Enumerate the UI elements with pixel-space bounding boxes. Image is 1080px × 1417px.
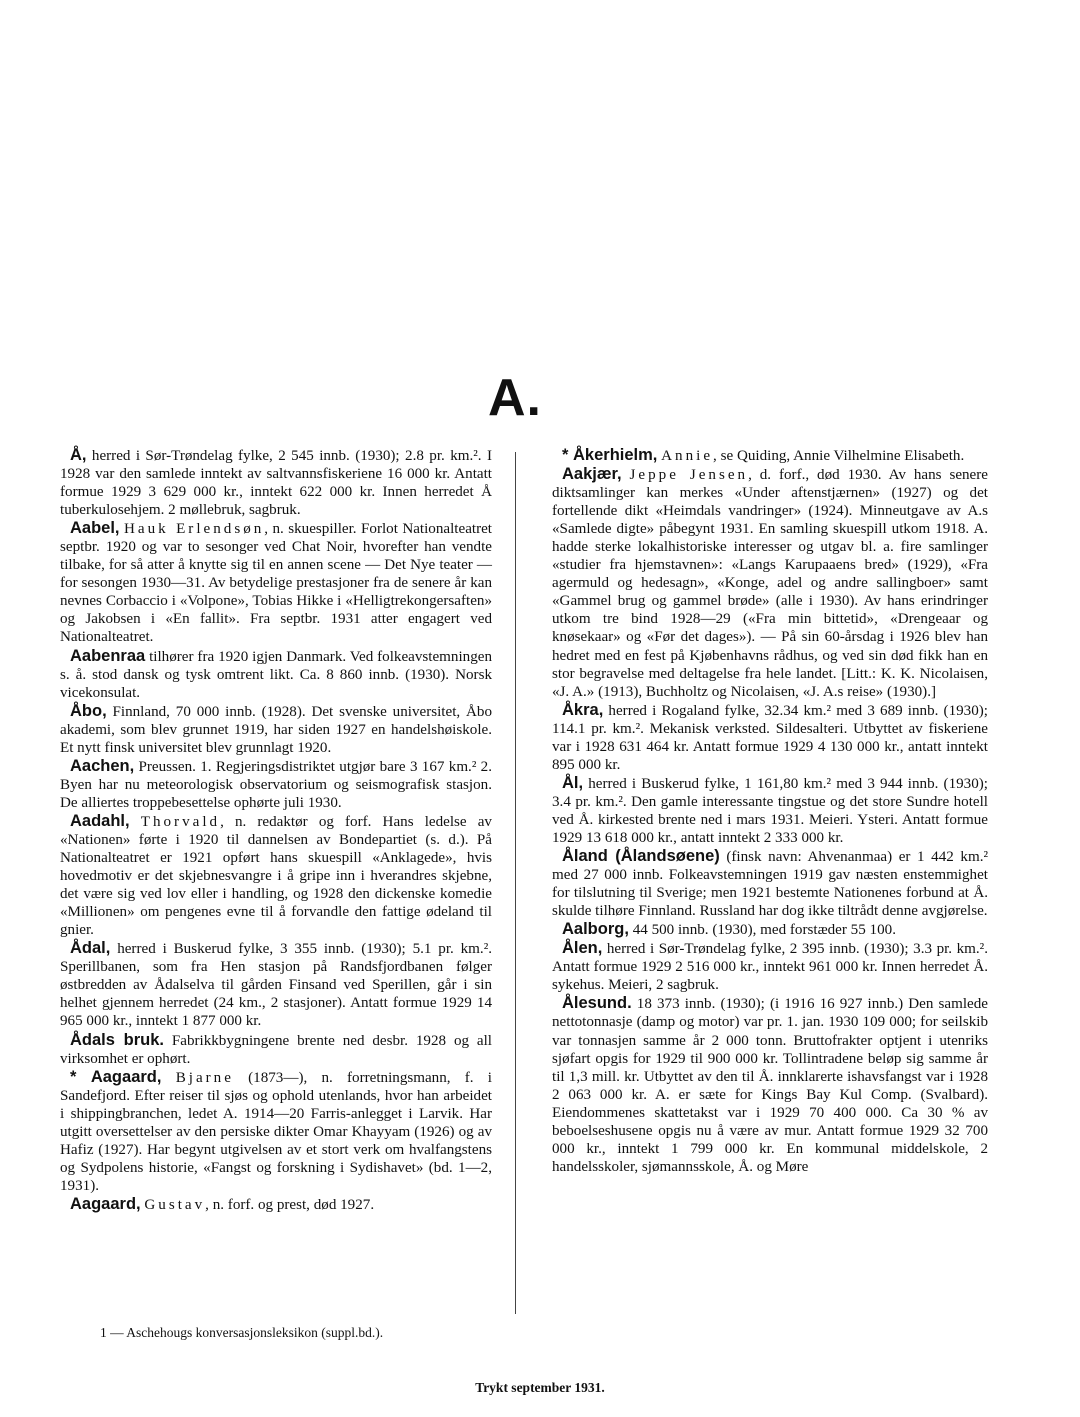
entry-text: herred i Sør-Trøndelag fylke, 2 395 innb. (1930); 3.3 pr. km.². Antatt formue 1929 2 516 000 kr., inntekt 961 000 kr. Innen herredet Å. sykehus. Meieri, 2 sagbruk. xyxy=(552,941,988,994)
entry-headword: Aagaard, xyxy=(70,1194,141,1213)
entry xyxy=(60,519,492,646)
entry-headword: Ådal, xyxy=(70,939,111,958)
entry xyxy=(60,446,492,519)
entry-headword: Aalborg, xyxy=(562,920,629,939)
entry-headword: Åkra, xyxy=(562,700,604,719)
entry-text: , d. forf., død 1930. Av hans senere diktsamlinger kan merkes «Under aftenstjærnen» (1927) og det fortellende dikt «Heimdals vandringer» (1924). Minneutgave av A.s «Samlede digte» påbegynt 1931. En samling skuespill utkom 1918. A. hadde sterke lokalhistoriske interesser og utgav bl. a. fire samlinger «studier fra hjemstavnen»: «Langs Karupaaens bred» (1929), «Fra agermuld og hedesagn», «Konge, adel og andre sallingboer» samt «Gammel brug og gammel brøde» (alle i 1930). Av hans erindringer utkom tre bind 1928—29 («Fra min bittetid», «Drengeaar og knøsekaar» og «Før det dages»). — På sin 60-årsdag i 1926 blev han hedret med en fest på Kjøbenhavns rådhus, og ved sin død fikk han en stor begravelse med deltagelse fra hele landet. [Litt.: K. K. Nicolaisen, «J. A.» (1913), Buchholtz og Nicolaisen, «J. A.s reise» (1930).] xyxy=(552,467,988,700)
entry xyxy=(60,702,492,757)
entry-headword: Aabel, xyxy=(70,519,120,538)
entry-headword: Aachen, xyxy=(70,756,135,775)
entry-text: , n. redaktør og forf. Hans ledelse av «Nationen» førte i 1920 til dannelsen av Bondepartiet (s. d.). På Nationalteatret er 1921 opført hans skuespill «Anklagede», hvis hovedmotiv er det skjebnesvangre i å gripe inn i hverandres skjebne, det være sig ved lov eller i handling, og 1928 den dickenske komedie «Millionen» om pengenes evne til å forvandle den fattige ødeland til gnier. xyxy=(60,813,492,939)
entry-text: herred i Buskerud fylke, 3 355 innb. (1930); 5.1 pr. km.². Sperillbanen, som fra Hen stasjon på Randsfjordbanen følger østbredden av Ådalselva til gården Finsand ved Sperillen, går i sin helhet gjennem herredet (24 km., 2 stasjoner). Antatt formue 1929 14 965 000 kr., inntekt 1 877 000 kr. xyxy=(60,941,492,1030)
entry-headword: Aakjær, xyxy=(562,465,622,484)
entry-text: 44 500 innb. (1930), med forstæder 55 100. xyxy=(628,922,896,939)
entry xyxy=(552,847,988,920)
entry-headword: Ålen, xyxy=(562,939,603,958)
entry-text: herred i Buskerud fylke, 1 161,80 km.² med 3 944 innb. (1930); 3.4 pr. km.². Den gamle interessante tingstue og det store Sundre hotell ved Å. kirkested brente ned i mars 1931. Meieri. Ysteri. Antatt formue 1929 13 618 000 kr., antatt inntekt 2 333 000 kr. xyxy=(552,775,988,846)
entry-headword: Ådals bruk. xyxy=(70,1030,164,1049)
entry-name: Gustav xyxy=(144,1196,206,1213)
entry-text: , n. skuespiller. Forlot Nationalteatret septbr. 1920 og var to sesonger ved Chat Noir, hvorefter han vendte tilbake, for så atter å knytte sig til en annen scene — Det Nye teater — for sesongen 1930—31. Av betydelige prestasjoner fra de senere år kan nevnes Corbaccio i «Volpone», Tobias Hikke i «Helligtrekongersaften» og Jakobsen i «En fallit». Fra septbr. 1931 atter engagert ved Nationalteatret. xyxy=(60,521,493,646)
entry xyxy=(552,920,988,939)
entry-headword: Aadahl, xyxy=(70,811,130,830)
entry xyxy=(552,939,988,994)
section-letter-heading: A. xyxy=(488,369,542,427)
entry xyxy=(60,939,492,1030)
entry-text: 18 373 innb. (1930); (i 1916 16 927 innb.) Den samlede nettotonnasje (damp og motor) var pr. 1. jan. 1930 109 000; for seilskib var tonnasjen samme år 2 000 tonn. Bruttofrakter optjent i utenriks sjøfart opgis for 1929 til 900 000 kr. Tollintradene beløp sig samme år til 1,3 mill. kr. Utbyttet av den til Å. innklarerte ishavsfangst var i 1928 2 063 000 kr. A. er sæte for Kings Bay Kul Comp. (Svalbard). Eiendommenes skattetakst var i 1929 70 400 000. Ca 30 % av beboelseshusene opgis nu å være av mur. Antatt formue 1929 32 700 000 kr., inntekt 1 799 000 kr. En kommunal middelskole, 2 handelsskoler, sjømannsskole, Å. og Møre xyxy=(552,996,988,1175)
entry-text: herred i Sør-Trøndelag fylke, 2 545 innb. (1930); 2.8 pr. km.². I 1928 var den samlede inntekt av saltvannsfiskeriene 16 000 kr. Antatt formue 1929 3 629 000 kr., inntekt 622 000 kr. Innen herredet Å tuberkulosehjem. 2 møllebruk, sagbruk. xyxy=(60,448,492,519)
entry-name: Jeppe Jensen xyxy=(629,467,749,484)
entry-name: Bjarne xyxy=(175,1069,234,1086)
right-column xyxy=(552,446,988,1176)
entry-headword: Ålesund. xyxy=(562,994,632,1013)
entry-text: herred i Rogaland fylke, 32.34 km.² med 3 689 innb. (1930); 114.1 pr. km.². Mekanisk verksted. Sildesalteri. Utbyttet av fiskeriene var i 1928 631 464 kr. Antatt formue 1929 4 130 000 kr., antatt inntekt 895 000 kr. xyxy=(552,702,988,773)
entry-text: tilhører fra 1920 igjen Danmark. Ved folkeavstemningen s. å. stod dansk og tysk omtrent likt. Ca. 8 860 innb. (1930). Norsk vicekonsulat. xyxy=(60,648,492,701)
entry-headword: Aabenraa xyxy=(70,646,146,665)
entry xyxy=(60,812,492,939)
entry-text: Preussen. 1. Regjeringsdistriktet utgjør bare 3 167 km.² 2. Byen har nu meteorologisk observatorium og seismografisk stasjon. De alliertes troppebesettelse ophørte juli 1930. xyxy=(60,758,492,811)
entry-headword: Ål, xyxy=(562,773,584,792)
printed-date: Trykt september 1931. xyxy=(475,1380,605,1395)
entry-text: (1873—), n. forretningsmann, f. i Sandefjord. Efter reiser til sjøs og ophold utenlands, hvor han arbeidet i shippingbranchen, ledet A. 1914—20 Farris-anlegget i Larvik. Har utgitt oversettelser av den persiske dikter Omar Khayyam (1926) og av Hafiz (1927). Har begynt utgivelsen av et stort verk om hvalfangstens og Sydpolens historie, «Fangst og forskning i Sydishavet» (bd. 1—2, 1931). xyxy=(60,1069,492,1194)
entry-text: , se Quiding, Annie Vilhelmine Elisabeth. xyxy=(713,448,965,464)
entry-headword: * Åkerhielm, xyxy=(562,446,658,464)
entry xyxy=(552,701,988,774)
entry xyxy=(552,774,988,847)
entry-headword: * Aagaard, xyxy=(70,1067,162,1086)
entry-headword: Å, xyxy=(70,446,87,464)
entry-name: Thorvald xyxy=(140,813,221,830)
entry xyxy=(60,1031,492,1068)
entry-name: Annie xyxy=(661,448,714,464)
column-divider xyxy=(515,452,516,1314)
entry xyxy=(552,465,988,701)
entry xyxy=(60,1068,492,1195)
entry-headword: Åbo, xyxy=(70,701,107,720)
entry xyxy=(60,757,492,812)
entry-text: Fabrikkbygningene brente ned desbr. 1928 og all virksomhet er ophørt. xyxy=(60,1032,493,1067)
left-column xyxy=(60,446,492,1214)
entry xyxy=(552,994,988,1175)
entry xyxy=(552,446,988,465)
entry xyxy=(60,647,492,702)
entry-text: Finnland, 70 000 innb. (1928). Det svenske universitet, Åbo akademi, som blev grunnet 1919, har siden 1927 en handelshøiskole. Et nytt finsk universitet blev grunnlagt 1920. xyxy=(60,703,492,756)
entry-headword: Åland (Ålandsøene) xyxy=(562,847,720,866)
entry xyxy=(60,1195,492,1214)
entry-name: Hauk Erlendsøn xyxy=(123,521,265,538)
signature-line: 1 — Aschehougs konversasjonsleksikon (suppl.bd.). xyxy=(100,1325,384,1340)
entry-text: (finsk navn: Ahvenanmaa) er 1 442 km.² med 27 000 innb. Folkeavstemningen 1919 gav næsten enstemmighet for tilslutning til Sverige; men 1921 bestemte Nationenes forbund at Å. skulde tilhøre Finnland. Russland har dog ikke tiltrådt denne avgjørelse. xyxy=(552,849,989,920)
entry-text: , n. forf. og prest, død 1927. xyxy=(205,1196,375,1213)
